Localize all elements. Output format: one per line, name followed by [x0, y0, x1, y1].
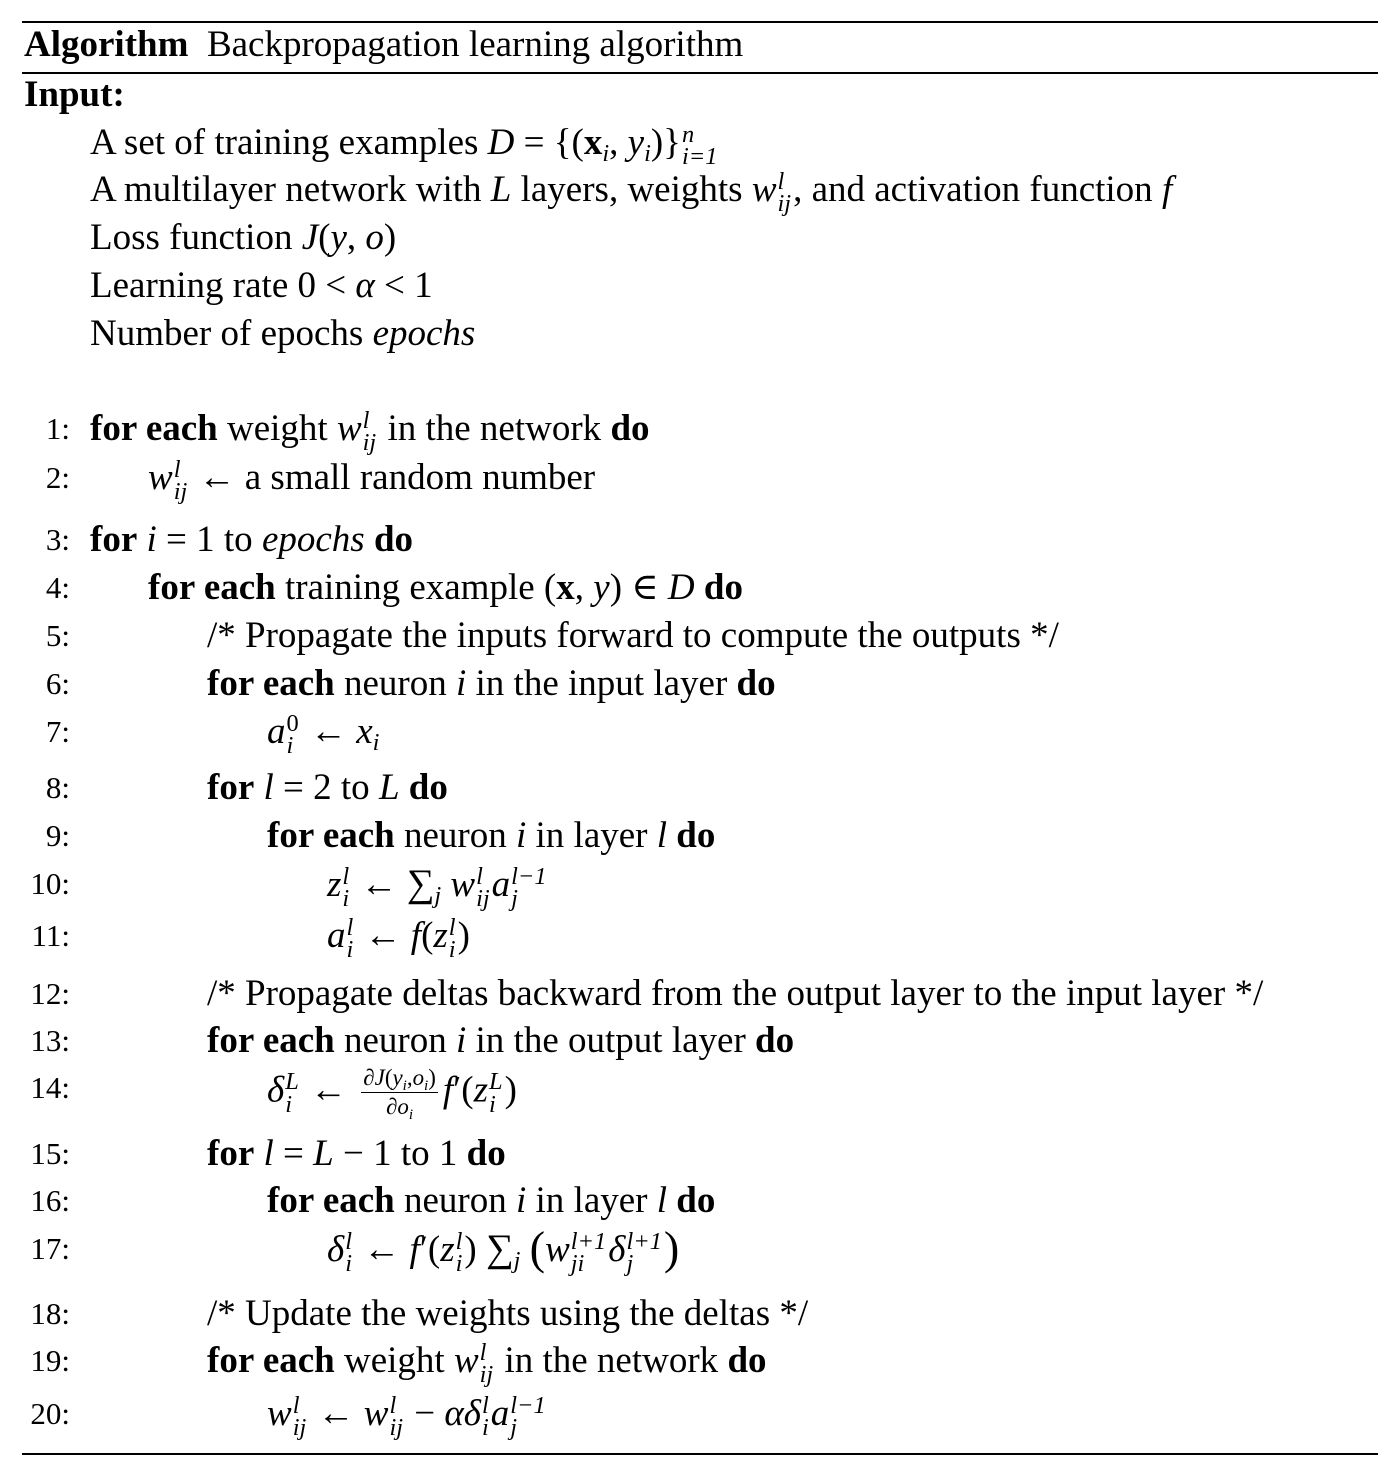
step-2: w l ij ← a small random number	[148, 455, 596, 506]
header-rule	[22, 72, 1378, 74]
line-number-6: 6:	[45, 666, 70, 701]
step-14: δ L i ← $\frac{\partial J(y_i,o_i)}{\partial o_i}$ f′(z L i )	[267, 1065, 517, 1123]
step-4: for each training example (x, y) ∈ D do	[148, 567, 743, 608]
line-number-10: 10:	[30, 866, 70, 901]
step-9: for each neuron i in layer l do	[267, 815, 716, 856]
step-6: for each neuron i in the input layer do	[207, 663, 776, 704]
step-7: a 0 i ← $x_i$	[267, 709, 380, 760]
line-number-5: 5:	[45, 618, 70, 653]
line-number-9: 9:	[45, 818, 70, 853]
step-3: for i = 1 to epochs do	[90, 519, 414, 560]
input-loss-function: Loss function J(y, o)	[90, 217, 397, 258]
step-5-comment: /* Propagate the inputs forward to compute the outputs */	[207, 615, 1059, 656]
line-number-17: 17:	[30, 1231, 70, 1266]
step-18-comment: /* Update the weights using the deltas */	[207, 1293, 809, 1334]
input-training-examples: A set of training examples $D = \{(x_i$, $y_i$)} n i=1	[90, 120, 718, 171]
algorithm-header	[24, 23, 743, 67]
step-12-comment: /* Propagate deltas backward from the output layer to the input layer */	[207, 973, 1264, 1014]
step-8: for l = 2 to L do	[207, 767, 448, 808]
line-number-7: 7:	[45, 714, 70, 749]
line-number-18: 18:	[30, 1296, 70, 1331]
line-number-8: 8:	[45, 770, 70, 805]
line-number-11: 11:	[31, 918, 70, 953]
step-11: a l i ← f(z l i )	[327, 913, 470, 964]
input-epochs: Number of epochs epochs	[90, 313, 476, 354]
line-number-19: 19:	[30, 1343, 70, 1378]
algorithm-label: Algorithm	[24, 24, 189, 65]
line-number-3: 3:	[45, 522, 70, 557]
line-number-16: 16:	[30, 1183, 70, 1218]
step-1: for each weight w l ij in the network do	[90, 406, 650, 457]
algorithm-title: Backpropagation learning algorithm	[206, 24, 744, 65]
step-20: w l ij ← w l ij − αδ l i a l−1 j	[267, 1391, 546, 1442]
step-13: for each neuron i in the output layer do	[207, 1020, 795, 1061]
bottom-rule	[22, 1453, 1378, 1455]
line-number-12: 12:	[30, 976, 70, 1011]
line-number-20: 20:	[30, 1396, 70, 1431]
line-number-14: 14:	[30, 1070, 70, 1105]
line-number-2: 2:	[45, 460, 70, 495]
step-16: for each neuron i in layer l do	[267, 1180, 716, 1221]
partial-derivative-fraction: $\frac{\partial J(y_i,o_i)}{\partial o_i}$	[363, 1065, 436, 1123]
step-17: δ l i ← f′(z l i ) $\sum_j$ (w l+1 ji δ l+1 j )	[327, 1223, 680, 1278]
input-learning-rate: Learning rate 0 < α < 1	[90, 265, 433, 306]
line-number-15: 15:	[30, 1136, 70, 1171]
line-number-4: 4:	[45, 570, 70, 605]
line-number-13: 13:	[30, 1023, 70, 1058]
line-number-1: 1:	[45, 411, 70, 446]
input-label: Input:	[24, 74, 125, 115]
step-19: for each weight w l ij in the network do	[207, 1338, 767, 1389]
step-15: for l = L − 1 to 1 do	[207, 1133, 506, 1174]
step-10: z l i ← $\sum_j$ w l ij a l−1 j	[327, 862, 547, 913]
input-network: A multilayer network with L layers, weights w l ij , and activation function f	[90, 167, 1173, 218]
